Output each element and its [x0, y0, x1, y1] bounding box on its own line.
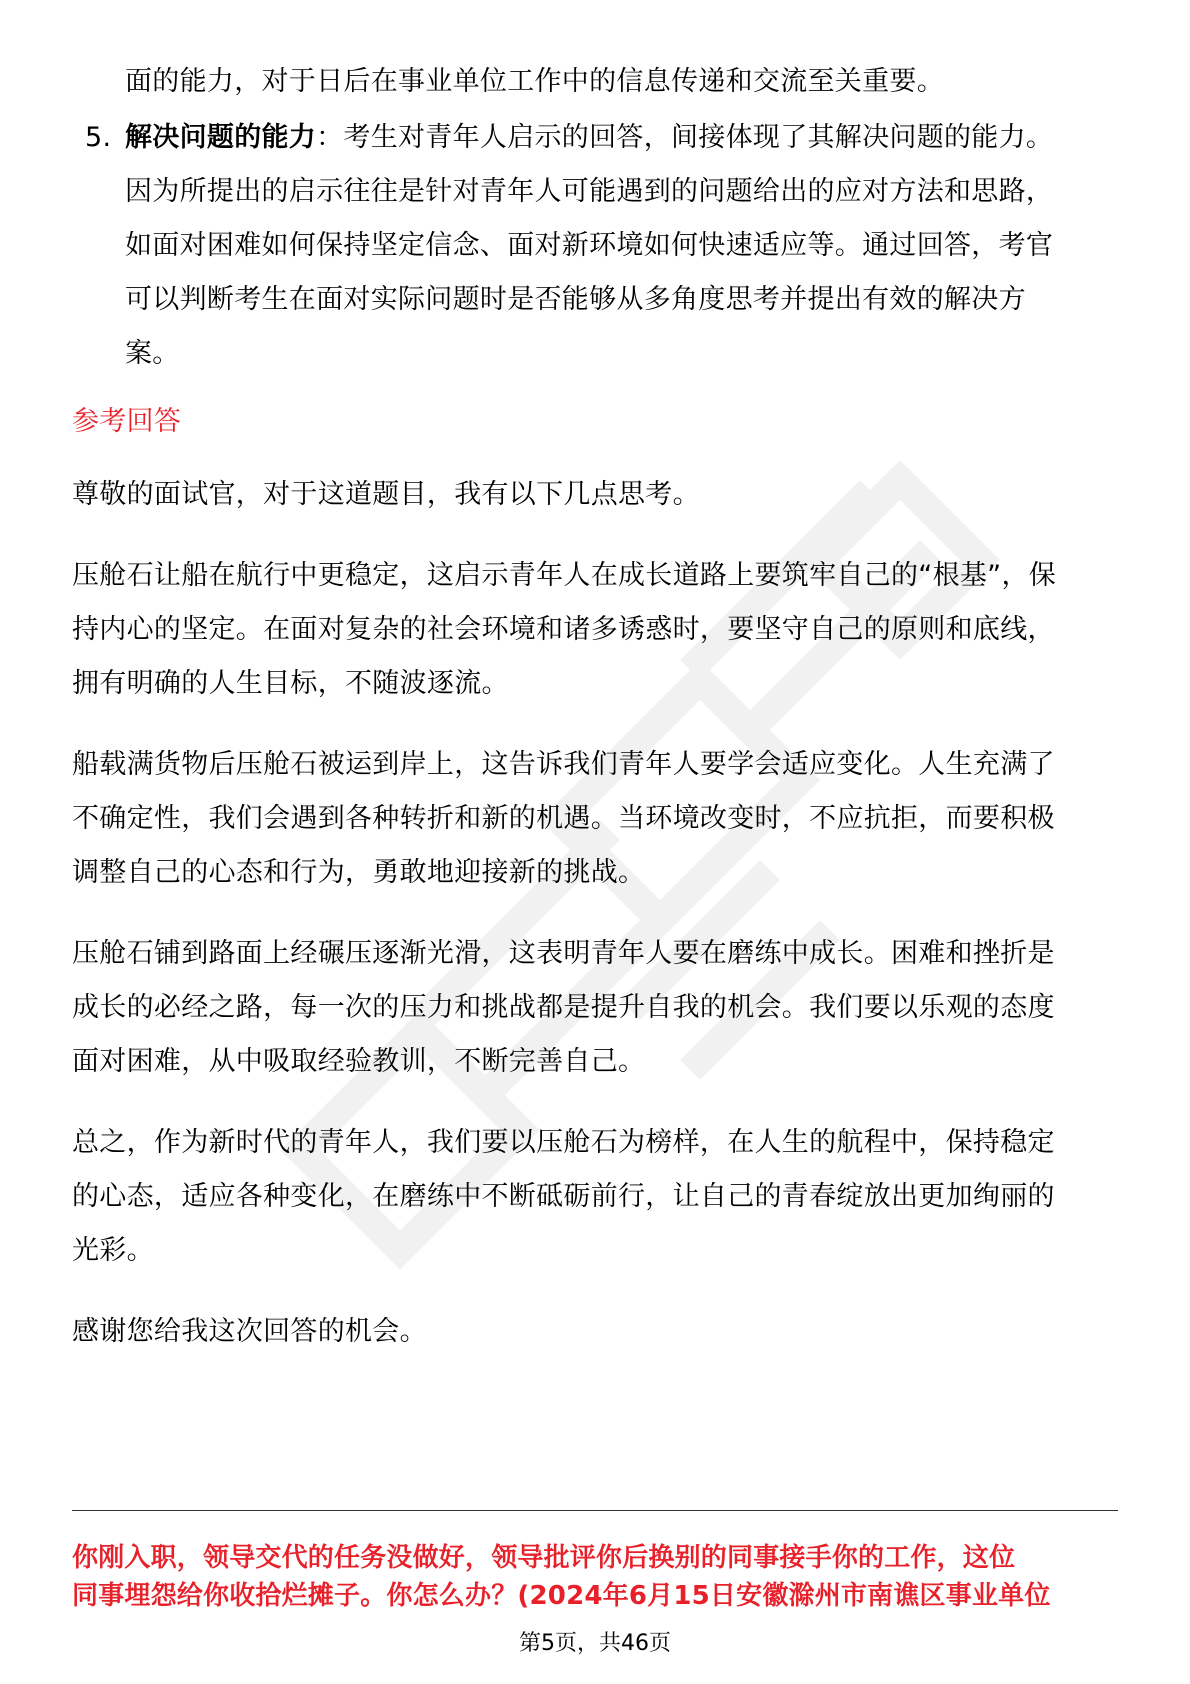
- next-question-line: 你刚入职，领导交代的任务没做好，领导批评你后换别的同事接手你的工作，这位: [72, 1543, 1016, 1573]
- divider: [72, 1510, 1118, 1511]
- paragraph-4-line: 的心态，适应各种变化，在磨练中不断砥砺前行，让自己的青春绽放出更加绚丽的: [72, 1181, 1055, 1212]
- list-item-5-line-4: 可以判断考生在面对实际问题时是否能够从多角度思考并提出有效的解决方: [125, 284, 1026, 315]
- paragraph-line: 面的能力，对于日后在事业单位工作中的信息传递和交流至关重要。: [125, 66, 944, 97]
- paragraph-4-line: 总之，作为新时代的青年人，我们要以压舱石为榜样，在人生的航程中，保持稳定: [72, 1127, 1055, 1158]
- list-number: 5.: [85, 122, 112, 153]
- list-item-text: ：考生对青年人启示的回答，间接体现了其解决问题的能力。: [316, 122, 1054, 153]
- paragraph-3-line: 压舱石铺到路面上经碾压逐渐光滑，这表明青年人要在磨练中成长。困难和挫折是: [72, 938, 1055, 969]
- closing-paragraph: 感谢您给我这次回答的机会。: [72, 1316, 427, 1347]
- list-item-heading: 解决问题的能力: [125, 122, 317, 153]
- paragraph-1-line: 压舱石让船在航行中更稳定，这启示青年人在成长道路上要筑牢自己的“根基”，保: [72, 560, 1057, 591]
- paragraph-3-line: 成长的必经之路，每一次的压力和挑战都是提升自我的机会。我们要以乐观的态度: [72, 992, 1055, 1023]
- paragraph-2-line: 不确定性，我们会遇到各种转折和新的机遇。当环境改变时，不应抗拒，而要积极: [72, 803, 1055, 834]
- next-question-line: 同事埋怨给你收拾烂摊子。你怎么办？(2024年6月15日安徽滁州市南谯区事业单位: [72, 1581, 1051, 1611]
- paragraph-1-line: 持内心的坚定。在面对复杂的社会环境和诸多诱惑时，要坚守自己的原则和底线，: [72, 614, 1055, 645]
- page-number: 第5页，共46页: [519, 1631, 671, 1656]
- section-heading-reference: 参考回答: [72, 406, 182, 437]
- greeting-paragraph: 尊敬的面试官，对于这道题目，我有以下几点思考。: [72, 479, 700, 510]
- paragraph-4-line: 光彩。: [72, 1235, 154, 1266]
- paragraph-1-line: 拥有明确的人生目标，不随波逐流。: [72, 668, 509, 699]
- list-item-5-line-3: 如面对困难如何保持坚定信念、面对新环境如何快速适应等。通过回答，考官: [125, 230, 1054, 261]
- paragraph-3-line: 面对困难，从中吸取经验教训，不断完善自己。: [72, 1046, 646, 1077]
- paragraph-2-line: 调整自己的心态和行为，勇敢地迎接新的挑战。: [72, 857, 646, 888]
- list-item-5-line-2: 因为所提出的启示往往是针对青年人可能遇到的问题给出的应对方法和思路，: [125, 176, 1054, 207]
- list-item-5-line-5: 案。: [125, 338, 180, 369]
- paragraph-2-line: 船载满货物后压舱石被运到岸上，这告诉我们青年人要学会适应变化。人生充满了: [72, 749, 1055, 780]
- list-item-5-line-1: [125, 118, 1053, 158]
